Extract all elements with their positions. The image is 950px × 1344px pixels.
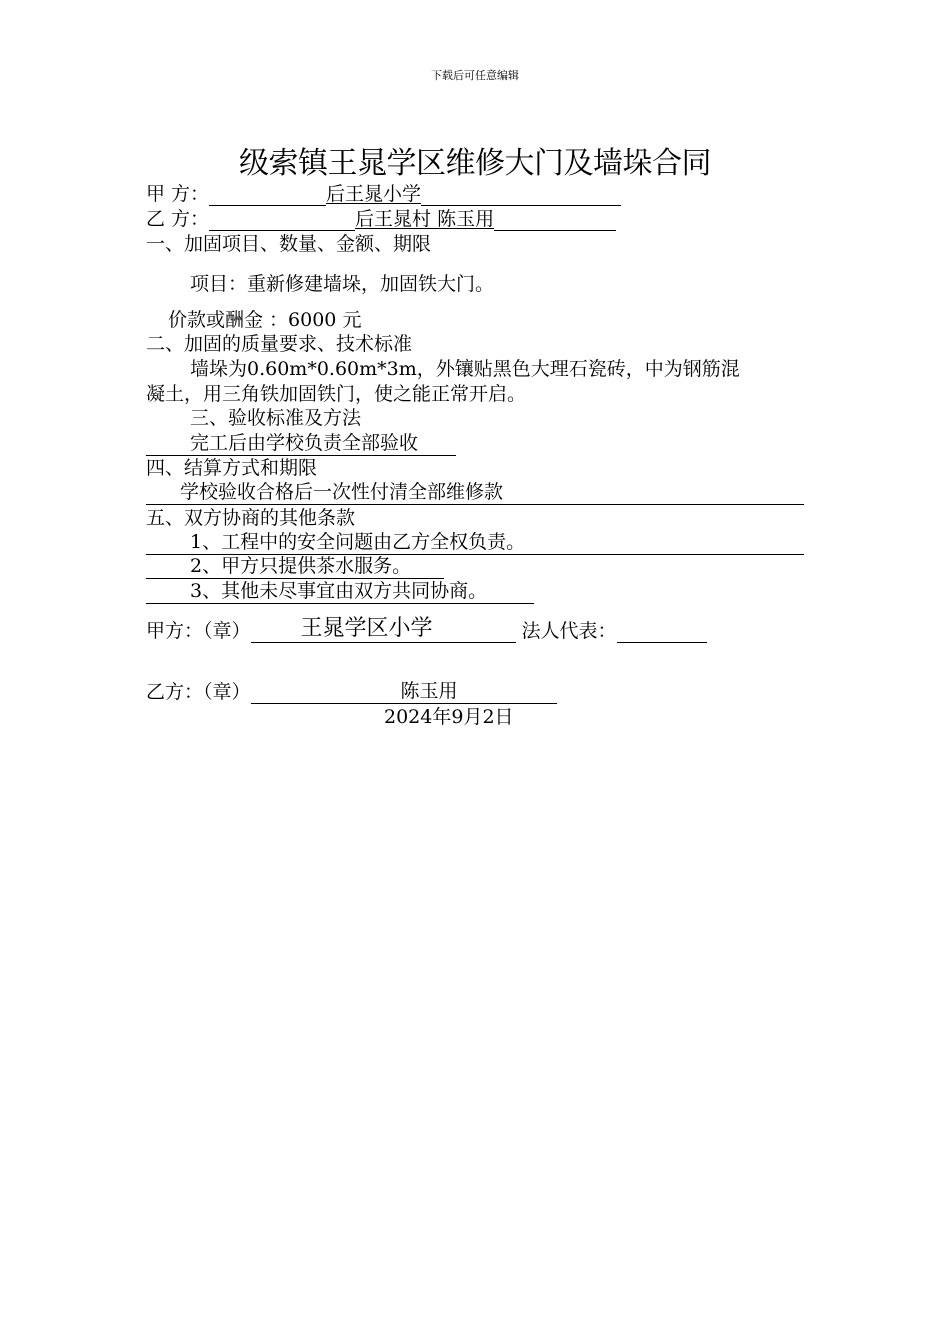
project-line (190, 272, 494, 296)
legal-rep-field (617, 620, 707, 643)
party-a-underline-tail (421, 185, 621, 206)
section-1-heading: 一、加固项目、数量、金额、期限 (146, 233, 432, 255)
party-b-underline-lead (209, 210, 355, 231)
project-label: 项目： (190, 273, 248, 295)
party-a-value: 后王晁小学 (326, 183, 422, 205)
clause-3-underline (146, 603, 534, 604)
section-2-heading: 二、加固的质量要求、技术标准 (146, 333, 413, 355)
signature-a-line (146, 616, 707, 643)
clause-1: 1、工程中的安全问题由乙方全权负责。 (190, 531, 526, 553)
section-4-heading: 四、结算方式和期限 (146, 457, 318, 479)
signature-a-value: 王晁学区小学 (300, 616, 433, 641)
section-3-heading: 三、验收标准及方法 (190, 407, 362, 429)
signature-a-field (251, 616, 516, 643)
party-b-label: 乙 方： (146, 208, 210, 230)
signature-b-field (251, 681, 557, 704)
page-header-note: 下载后可任意编辑 (431, 69, 519, 82)
party-a-line (146, 182, 621, 206)
signature-b-line (146, 680, 557, 704)
party-b-underline-tail (494, 210, 616, 231)
party-b-value: 后王晁村 陈玉用 (355, 208, 495, 230)
contract-title: 级索镇王晁学区维修大门及墙垛合同 (239, 146, 711, 181)
settlement-text: 学校验收合格后一次性付清全部维修款 (180, 481, 504, 503)
price-value: 6000 元 (288, 309, 362, 331)
price-line (168, 308, 361, 332)
signature-a-label: 甲方：（章） (146, 620, 251, 642)
section-5-heading: 五、双方协商的其他条款 (146, 507, 356, 529)
signature-b-value: 陈玉用 (400, 680, 458, 702)
party-a-label: 甲 方： (146, 183, 210, 205)
acceptance-text: 完工后由学校负责全部验收 (190, 432, 419, 454)
clause-3: 3、其他未尽事宜由双方共同协商。 (190, 580, 488, 602)
legal-rep-label: 法人代表： (521, 620, 617, 642)
clause-2: 2、甲方只提供茶水服务。 (190, 555, 412, 577)
signature-b-label: 乙方：（章） (146, 681, 251, 703)
spec-line-2: 凝土，用三角铁加固铁门，使之能正常开启。 (146, 383, 527, 405)
spec-line-1: 墙垛为0.60m*0.60m*3m，外镶贴黑色大理石瓷砖，中为钢筋混 (190, 358, 740, 380)
party-b-line (146, 207, 616, 231)
project-value: 重新修建墙垛，加固铁大门。 (247, 273, 495, 295)
settlement-underline (146, 504, 804, 505)
price-label: 价款或酬金 ： (168, 309, 289, 331)
party-a-underline-lead (209, 185, 326, 206)
contract-date: 2024年9月2日 (384, 706, 514, 728)
